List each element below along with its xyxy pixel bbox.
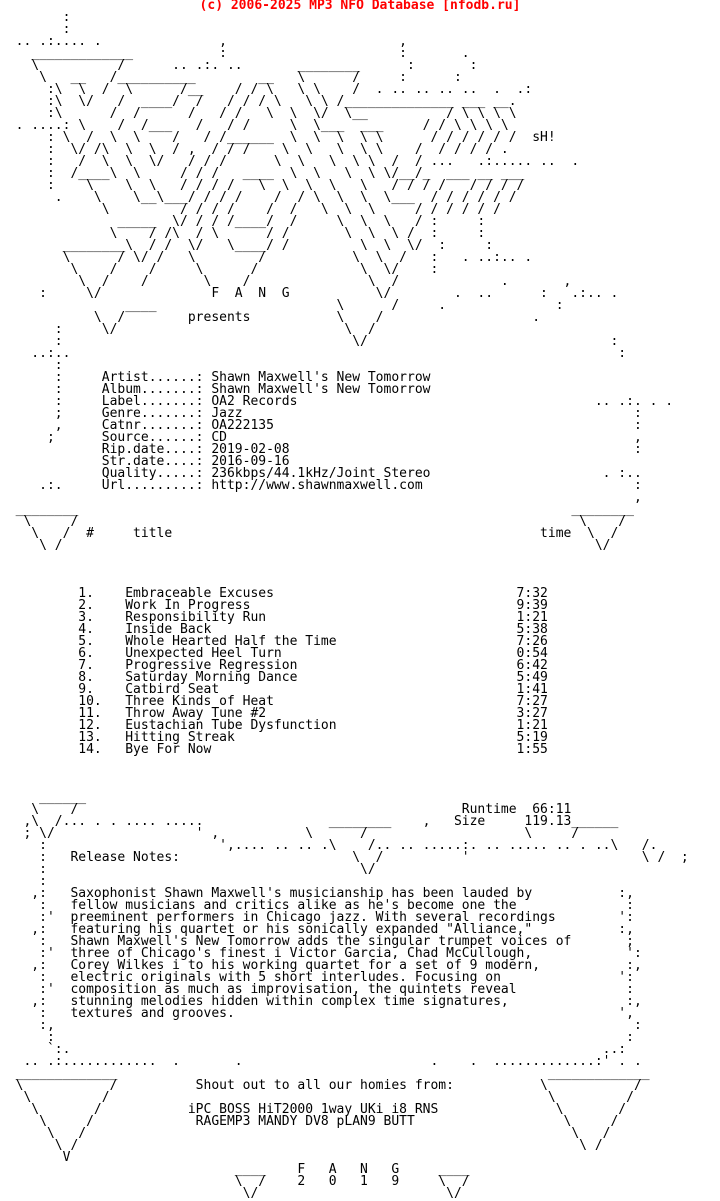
nfo-line: ,: Corey Wilkes i to his working quartet for a set of 9 modern, :, bbox=[0, 958, 642, 973]
nfo-line: ; Genre.......: Jazz : bbox=[0, 406, 642, 421]
track-row: 6. Unexpected Heel Turn 0:54 bbox=[0, 646, 548, 661]
nfo-line: : electric originals with 5 short interludes. Focusing on ': bbox=[0, 970, 634, 985]
site-header: (c) 2006-2025 MP3 NFO Database [nfodb.ru] bbox=[199, 0, 521, 13]
track-row: 10. Three Kinds of Heat 7:27 bbox=[0, 694, 548, 709]
nfo-line: _____________ : : . bbox=[0, 46, 470, 61]
nfo-line: : \/ : bbox=[0, 334, 619, 349]
nfo-line: : \/ F A N G \/ . .. : .:.. . bbox=[0, 286, 619, 301]
nfo-line: \ / .. .:. .. ________ : : bbox=[0, 58, 478, 73]
nfo-line: :' three of Chicago's finest i Victor Garcia, Chad McCullough, ': bbox=[0, 946, 642, 961]
nfo-line: `:. ..: bbox=[0, 1042, 627, 1057]
nfo-line: \ / Shout out to all our homies from: \ / bbox=[0, 1078, 642, 1093]
nfo-line: : \/ /\ \ \ / , / / / \ \ \ \ \ / / / / / . bbox=[0, 142, 509, 157]
nfo-line: : : bbox=[0, 1030, 634, 1045]
track-row: 3. Responsibility Run 1:21 bbox=[0, 610, 548, 625]
track-row: 2. Work In Progress 9:39 bbox=[0, 598, 548, 613]
nfo-line: \ / / \ / \ \/ : bbox=[0, 262, 439, 277]
nfo-body bbox=[0, 12, 689, 1200]
track-row: 8. Saturday Morning Dance 5:49 bbox=[0, 670, 548, 685]
nfo-line: Rip.date....: 2019-02-08 : bbox=[0, 442, 642, 457]
nfo-line: : textures and grooves. ', bbox=[0, 1006, 634, 1021]
track-row: 9. Catbird Seat 1:41 bbox=[0, 682, 548, 697]
nfo-line: : fellow musicians and critics alike as he's become one the : bbox=[0, 898, 634, 913]
nfo-line: , bbox=[0, 490, 642, 505]
nfo-line: : \/ bbox=[0, 862, 376, 877]
nfo-line: : \ / \ \ / / /______ \ \ \ \ \ / / / / / / sH! bbox=[0, 130, 556, 145]
nfo-line bbox=[0, 768, 689, 780]
nfo-line: \ / \ / bbox=[0, 1090, 634, 1105]
nfo-line: : bbox=[0, 874, 47, 889]
nfo-line: : bbox=[0, 22, 71, 37]
nfo-line: : / \ \ \/ / / / \ \ \ \ \ / / ... .:..... .. . bbox=[0, 154, 580, 169]
nfo-line: :' composition as much as improvisation, the quintets reveal : bbox=[0, 982, 634, 997]
nfo-line: : /____\ \ / / / ____ \ \ \ \ \/__/_ ___ __ ___ bbox=[0, 166, 525, 181]
track-row: 4. Inside Back 5:38 bbox=[0, 622, 548, 637]
nfo-line: \ / \/ bbox=[0, 538, 611, 553]
track-row: 5. Whole Hearted Half the Time 7:26 bbox=[0, 634, 548, 649]
nfo-line: ________ ________ bbox=[0, 502, 634, 517]
nfo-line: \ / \ / bbox=[0, 1138, 603, 1153]
nfo-line: V bbox=[0, 1150, 71, 1165]
nfo-line: \ / \ / bbox=[0, 514, 627, 529]
nfo-line: ____ F A N G ____ bbox=[0, 1162, 470, 1177]
nfo-line: Str.date....: 2016-09-16 bbox=[0, 454, 290, 469]
nfo-line: : Release Notes: \ / ' \ / ; bbox=[0, 850, 689, 865]
nfo-line: : ',.... .. .. .\ /.. .. .....:. .. ..... .. . ..\ /. bbox=[0, 838, 658, 853]
nfo-line bbox=[0, 564, 689, 576]
nfo-line: ____ \ / . : bbox=[0, 298, 564, 313]
track-row: 13. Hitting Streak 5:19 bbox=[0, 730, 548, 745]
nfo-line: .. .:.... . , , bbox=[0, 34, 407, 49]
nfo-line bbox=[0, 756, 689, 768]
nfo-line: : \ \ \ / / / / \ \ \ \ \ / / / / / / / / bbox=[0, 178, 525, 193]
nfo-line: \ / \ / bbox=[0, 1126, 611, 1141]
nfo-line: \/ \/ bbox=[0, 1186, 462, 1201]
nfo-line: . ....: \ / /___ / / / \ \___ ___ / / \ \ \ \ bbox=[0, 118, 509, 133]
nfo-line: :\ / / / / / \ \ \/ \__ / \ \ \ \ bbox=[0, 106, 517, 121]
nfo-line: ; Source......: CD , bbox=[0, 430, 642, 445]
nfo-line: :' preeminent performers in Chicago jazz. With several recordings ': bbox=[0, 910, 634, 925]
nfo-line: \ / iPC BOSS HiT2000 1way UKi i8 RNS \ / bbox=[0, 1102, 627, 1117]
nfo-line: : bbox=[0, 358, 63, 373]
nfo-line: , Catnr.......: OA222135 : bbox=[0, 418, 642, 433]
nfo-line bbox=[0, 780, 689, 792]
nfo-line: . \ \__\___/ / / / / / \ \ \ \___ / / / / / / bbox=[0, 190, 517, 205]
nfo-line: \ / / / / / / \ \ \ / / / / / / bbox=[0, 202, 501, 217]
nfo-line: :, : bbox=[0, 1018, 642, 1033]
track-row: 1. Embraceable Excuses 7:32 bbox=[0, 586, 548, 601]
nfo-line: _____ \/ / / /____/ / \ \ \ / : : bbox=[0, 214, 486, 229]
nfo-line: _____________ _____________ bbox=[0, 1066, 650, 1081]
nfo-line: Quality.....: 236kbps/44.1kHz/Joint Stereo . :.. bbox=[0, 466, 642, 481]
nfo-line: ,\ /... . . .... ..... ________ , Size 119.13______ bbox=[0, 814, 619, 829]
nfo-line: \ / Runtime 66:11 bbox=[0, 802, 572, 817]
track-row: 14. Bye For Now 1:55 bbox=[0, 742, 548, 757]
track-row: 12. Eustachian Tube Dysfunction 1:21 bbox=[0, 718, 548, 733]
nfo-line: .. .:............ . . . . .............:' . . bbox=[0, 1054, 642, 1069]
nfo-line: \ / # title time \ / bbox=[0, 526, 619, 541]
nfo-line: \ / RAGEMP3 MANDY DV8 pLAN9 BUTT \ / bbox=[0, 1114, 619, 1129]
nfo-line: ; \/ ' , \ / \ / bbox=[0, 826, 580, 841]
nfo-line: ,: Saxophonist Shawn Maxwell's musicianship has been lauded by :, bbox=[0, 886, 634, 901]
nfo-line: \ / /\ / \ / / \ \ \ / : : bbox=[0, 226, 486, 241]
nfo-line: \ __ /__________ __ \ / : : bbox=[0, 70, 462, 85]
track-row: 11. Throw Away Tune #2 3:27 bbox=[0, 706, 548, 721]
nfo-line: ______ bbox=[0, 790, 87, 805]
nfo-line: :\ \/ / ____/ / / / / \ \ \ /______________ ___ __. bbox=[0, 94, 517, 109]
nfo-line: ________\ / / \/ \____/ / \ \ \/ : : bbox=[0, 238, 494, 253]
nfo-line: ..:.. : bbox=[0, 346, 627, 361]
nfo-line: : bbox=[0, 10, 71, 25]
nfo-line: :\ \ / \ /__ / / \ \ \ / . .. .. .. .. . .: bbox=[0, 82, 533, 97]
nfo-line: \ / 2 0 1 9 \ / bbox=[0, 1174, 470, 1189]
nfo-line bbox=[0, 552, 689, 564]
nfo-line: : Artist......: Shawn Maxwell's New Tomorrow bbox=[0, 370, 431, 385]
nfo-line: : Album.......: Shawn Maxwell's New Tomorrow bbox=[0, 382, 431, 397]
nfo-line: : \/ \ / bbox=[0, 322, 376, 337]
nfo-line: \ / presents \ / . bbox=[0, 310, 541, 325]
track-row: 7. Progressive Regression 6:42 bbox=[0, 658, 548, 673]
nfo-line: .:. Url.........: http://www.shawnmaxwell.com : bbox=[0, 478, 642, 493]
nfo-line: ,: featuring his quartet or his sonically expanded "Alliance," :, bbox=[0, 922, 634, 937]
nfo-line: ,: stunning melodies hidden within complex time signatures, :, bbox=[0, 994, 642, 1009]
nfo-line: \ / / \ / \ / . , bbox=[0, 274, 572, 289]
nfo-line: \ / \/ / \ / \ \ / : . ..:.. . bbox=[0, 250, 533, 265]
nfo-line: : Label.......: OA2 Records .. .:. . . bbox=[0, 394, 674, 409]
nfo-line: : Shawn Maxwell's New Tomorrow adds the singular trumpet voices of ; bbox=[0, 934, 634, 949]
